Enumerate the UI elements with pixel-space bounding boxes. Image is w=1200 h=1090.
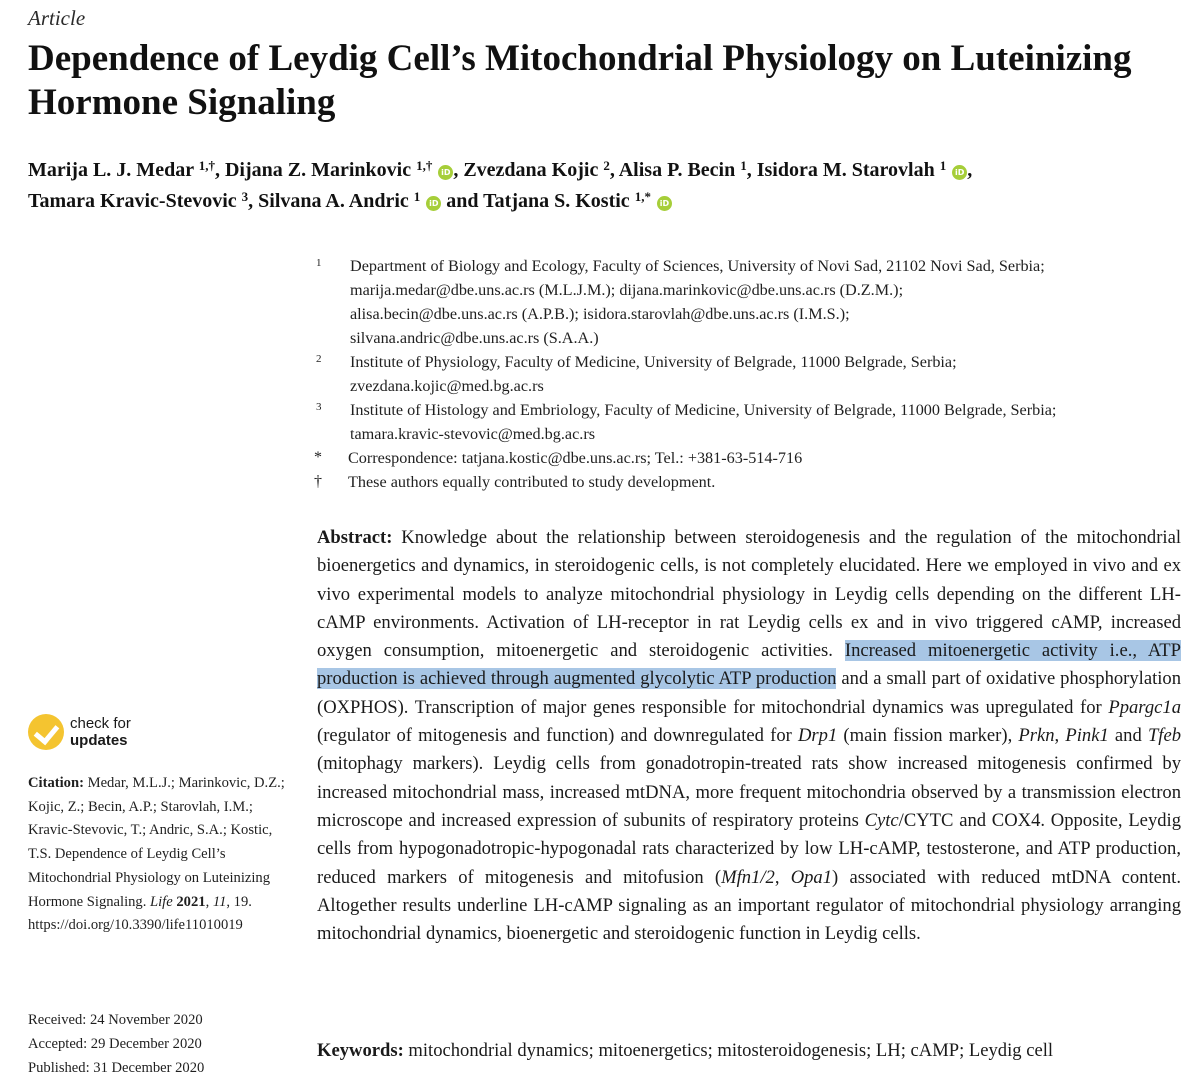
gene-name: Drp1 [798, 725, 838, 747]
author-name: Alisa P. Becin [618, 159, 741, 181]
author-affiliation-marker: 1,* [634, 189, 651, 204]
check-for-updates-line2: updates [70, 732, 128, 749]
author-list: Marija L. J. Medar $^{1,\dagger}$, Dijana Z. Marinkovic $^{1,\dagger}$ iD , Zvezdana Kojic $^2$, Alisa P. Becin $^1$, Isidora M. Starovlah $^1$ iD , Tamara Kravic-Stevovic $^3$, Silvana A. Andric $^1$ iD and Tatjana S. Kostic $^{1,*}$ iD [28, 158, 973, 212]
affiliation-line: Department of Biology and Ecology, Faculty of Sciences, University of Novi Sad, 21102 Novi Sad, Serbia; [350, 257, 1045, 275]
citation-volume: 11 [212, 893, 227, 910]
gene-name: Pink1 [1065, 725, 1109, 747]
citation-year: 2021 [176, 893, 206, 910]
affiliation-text [348, 470, 1182, 494]
author-name: Tamara Kravic-Stevovic [28, 190, 242, 212]
abstract-text: , [1054, 725, 1066, 747]
affiliation-item [312, 398, 1182, 446]
date-line: Received: 24 November 2020 [28, 1012, 203, 1028]
doi-link[interactable]: https://doi.org/10.3390/life11010019 [28, 917, 243, 934]
abstract [317, 524, 1181, 948]
affiliation-marker: 2 [316, 353, 322, 365]
affiliation-line: Institute of Physiology, Faculty of Medicine, University of Belgrade, 11000 Belgrade, Serbia; [350, 353, 957, 371]
affiliation-line: Institute of Histology and Embriology, Faculty of Medicine, University of Belgrade, 11000 Belgrade, Serbia; [350, 401, 1057, 419]
abstract-text: and a small part of oxidative phosphorylation (OXPHOS). Transcription of major genes responsible for mitochondrial dynamics was upregulated for [317, 668, 1182, 718]
affiliation-line: alisa.becin@dbe.uns.ac.rs (A.P.B.); isidora.starovlah@dbe.uns.ac.rs (I.M.S.); [350, 305, 850, 323]
citation-text: Medar, M.L.J.; Marinkovic, D.Z.; Kojic, Z.; Becin, A.P.; Starovlah, I.M.; Kravic-Stevovic, T.; Andric, S.A.; Kostic, T.S. Dependence of Leydig Cell’s Mitochondrial Physiology on Luteinizing Hormone Signaling. [28, 775, 285, 910]
author-affiliation-marker: 1 [413, 189, 421, 204]
affiliation-text [350, 254, 1182, 350]
author-name: Dijana Z. Marinkovic [224, 159, 417, 181]
date-line: Published: 31 December 2020 [28, 1060, 205, 1076]
affiliation-line: zvezdana.kojic@med.bg.ac.rs [350, 377, 544, 395]
author-affiliation-marker: 1 [740, 158, 747, 173]
abstract-text: and [1108, 725, 1148, 747]
gene-name: Prkn [1018, 725, 1055, 747]
article-title: Dependence of Leydig Cell’s Mitochondrial Physiology on Luteinizing Hormone Signaling [28, 38, 1132, 123]
orcid-icon[interactable]: iD [657, 196, 672, 211]
check-for-updates-button[interactable] [28, 714, 131, 750]
keywords [317, 1038, 1187, 1064]
affiliation-text [350, 350, 1182, 398]
gene-name: Ppargc1a [1108, 696, 1181, 718]
highlighted-text: Increased mitoenergetic activity i.e., ATP production is achieved through augmented glycolytic ATP production [317, 640, 1181, 690]
orcid-icon[interactable]: iD [952, 165, 967, 180]
abstract-text: ) associated with reduced mtDNA content. Altogether results underline LH-cAMP signaling as an important regulator of mitochondrial physiology arranging mitochondrial dynamics, bioenergetic and steroidogenic function in Leydig cells. [317, 866, 1181, 945]
abstract-text: Knowledge about the relationship between steroidogenesis and the regulation of the mitochondrial bioenergetics and dynamics, in steroidogenic cells, is not completely elucidated. Here we employed in vivo and ex vivo experimental models to analyze mitochondrial physiology in Leydig cells depending on the different LH-cAMP environments. Activation of LH-receptor in rat Leydig cells ex and in vivo triggered cAMP, increased oxygen consumption, mitoenergetic and steroidogenic activities. [317, 527, 1181, 662]
citation-block: Citation: Medar, M.L.J.; Marinkovic, D.Z.; Kojic, Z.; Becin, A.P.; Starovlah, I.M.; Kravic-Stevovic, T.; Andric, S.A.; Kostic, T.S. Dependence of Leydig Cell’s Mitochondrial Physiology on Luteinizing Hormone Signaling. Life 2021, 11, 19. https://doi.org/10.3390/life11010019 [28, 775, 285, 934]
affiliation-item [312, 254, 1182, 350]
affiliation-text [350, 398, 1182, 446]
affiliation-marker: 1 [316, 257, 322, 269]
affiliation-marker: * [314, 449, 322, 466]
author-name: Silvana A. Andric [258, 190, 414, 212]
abstract-text: /CYTC and COX4. Opposite, Leydig cells from hypogonadotropic-hypogonadal rats characterized by low LH-cAMP, testosterone, and ATP production, reduced markers of mitogenesis and mitofusion ( [317, 809, 1181, 888]
author-affiliation-marker: 3 [241, 189, 249, 204]
keywords-label: Keywords: [317, 1040, 404, 1061]
author-name: Marija L. J. Medar [28, 159, 199, 181]
affiliation-marker: 3 [316, 401, 322, 413]
affiliation-text [348, 446, 1182, 470]
affiliation-item [312, 350, 1182, 398]
gene-name: Mfn1/2 [721, 866, 775, 888]
orcid-icon[interactable]: iD [426, 196, 441, 211]
check-for-updates-line1: check for [70, 715, 131, 732]
author-affiliation-marker: 2 [603, 158, 610, 173]
gene-name: Opa1 [790, 866, 833, 888]
citation-journal: Life [150, 893, 173, 910]
author-affiliation-marker: 1,† [198, 158, 215, 173]
date-line: Accepted: 29 December 2020 [28, 1036, 202, 1052]
check-for-updates-label [70, 715, 131, 749]
check-badge-icon [28, 714, 64, 750]
abstract-label: Abstract: [317, 527, 393, 548]
publication-dates [28, 1008, 290, 1080]
author-affiliation-marker: 1,† [416, 158, 433, 173]
affiliation-line: Correspondence: tatjana.kostic@dbe.uns.ac.rs; Tel.: +381-63-514-716 [348, 449, 803, 467]
author-name: Isidora M. Starovlah [756, 159, 940, 181]
affiliation-line: These authors equally contributed to study development. [348, 473, 716, 491]
abstract-text: (main fission marker), [837, 725, 1019, 747]
affiliation-line: silvana.andric@dbe.uns.ac.rs (S.A.A.) [350, 329, 599, 347]
article-type-label: Article [28, 6, 86, 30]
orcid-icon[interactable]: iD [438, 165, 453, 180]
keywords-text: mitochondrial dynamics; mitoenergetics; mitosteroidogenesis; LH; cAMP; Leydig cell [403, 1040, 1054, 1061]
affiliation-line: tamara.kravic-stevovic@med.bg.ac.rs [350, 425, 596, 443]
abstract-text: (regulator of mitogenesis and function) and downregulated for [317, 725, 798, 747]
affiliation-item [312, 446, 1182, 470]
citation-pages: , 19. [226, 893, 252, 910]
citation-label: Citation: [28, 775, 84, 791]
affiliation-line: marija.medar@dbe.uns.ac.rs (M.L.J.M.); dijana.marinkovic@dbe.uns.ac.rs (D.Z.M.); [350, 281, 904, 299]
gene-name: Cytc [864, 809, 899, 831]
author-name: Tatjana S. Kostic [483, 190, 635, 212]
abstract-text: , [774, 866, 791, 888]
affiliation-item [312, 470, 1182, 494]
author-affiliation-marker: 1 [939, 158, 947, 173]
affiliation-marker: † [314, 473, 322, 490]
abstract-text: (mitophagy markers). Leydig cells from gonadotropin-treated rats show increased mitogenesis confirmed by increased mitochondrial mass, increased mtDNA, more frequent mitochondria observed by a transmission electron microscope and increased expression of subunits of respiratory proteins [317, 753, 1181, 831]
author-name: Zvezdana Kojic [463, 159, 604, 181]
gene-name: Tfeb [1147, 725, 1181, 747]
affiliations-list [312, 254, 1182, 494]
